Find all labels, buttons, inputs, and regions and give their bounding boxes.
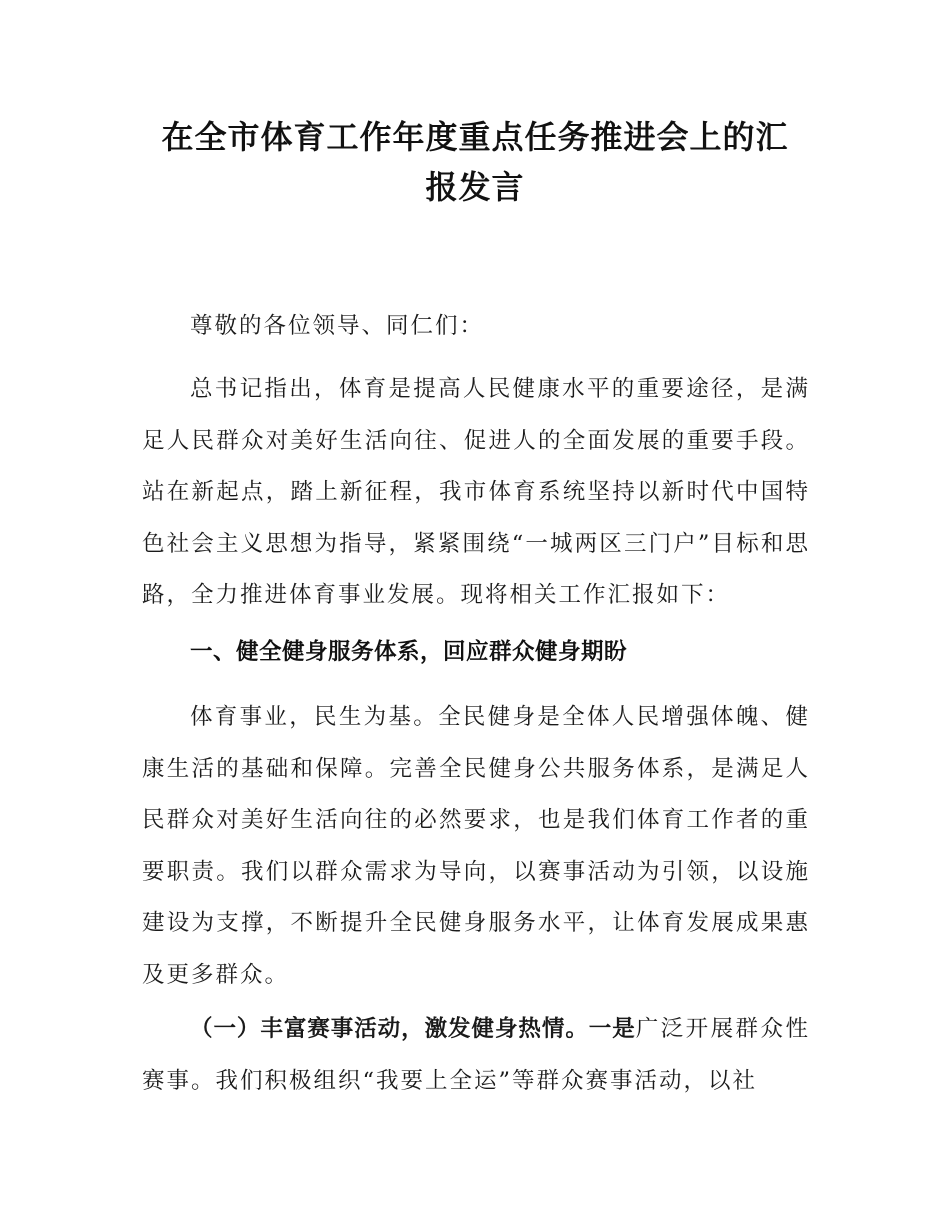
- title-line-2: 报发言: [425, 168, 525, 206]
- title-line-1: 在全市体育工作年度重点任务推进会上的汇: [161, 118, 789, 156]
- document-title: [140, 112, 810, 212]
- subsection-1-text: 广泛开展群众性赛事。我们积极组织“我要上全运”等群众赛事活动，以社: [142, 1016, 810, 1094]
- section-1-heading: 一、健全健身服务体系，回应群众健身期盼: [190, 639, 628, 665]
- subsection-1-lead: （一）丰富赛事活动，激发健身热情。: [190, 1016, 589, 1042]
- subsection-1-point-label: 一是: [588, 1016, 636, 1042]
- intro-paragraph: 总书记指出，体育是提高人民健康水平的重要途径，是满足人民群众对美好生活向往、促进人的全面发展的重要手段。站在新起点，踏上新征程，我市体育系统坚持以新时代中国特色社会主义思想为指导，紧紧围绕“一城两区三门户”目标和思路，全力推进体育事业发展。现将相关工作汇报如下：: [142, 376, 810, 608]
- greeting: 尊敬的各位领导、同仁们：: [190, 313, 485, 339]
- subsection-1-paragraph: [142, 1004, 810, 1107]
- section-1-paragraph: 体育事业，民生为基。全民健身是全体人民增强体魄、健康生活的基础和保障。完善全民健身公共服务体系，是满足人民群众对美好生活向往的必然要求，也是我们体育工作者的重要职责。我们以群众需求为导向，以赛事活动为引领，以设施建设为支撑，不断提升全民健身服务水平，让体育发展成果惠及更多群众。: [142, 704, 810, 988]
